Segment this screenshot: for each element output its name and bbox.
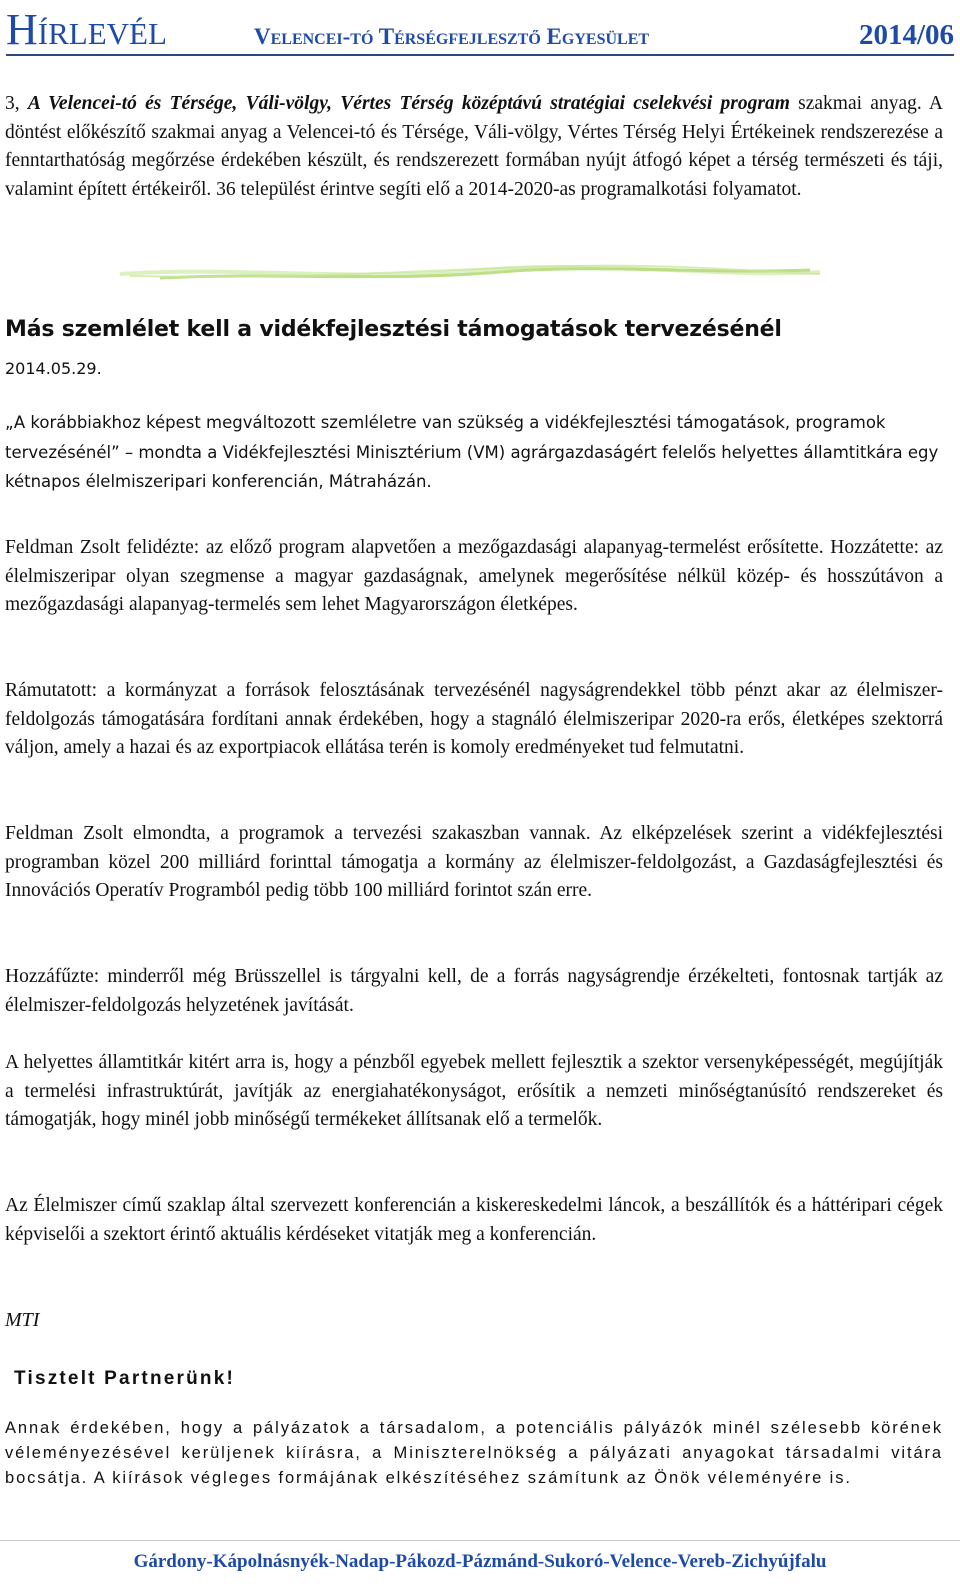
- article-date: 2014.05.29.: [5, 359, 102, 378]
- article-lead: „A korábbiakhoz képest megváltozott szemléletre van szükség a vidékfejlesztési támogatások, programok tervezésénél” – mondta a Vidékfejlesztési Minisztérium (VM) agrárgazdaságért felelős helyettes államtitkára egy kétnapos élelmiszeripari konferencián, Mátraházán.: [5, 413, 939, 492]
- item-3-paragraph: [5, 90, 943, 204]
- partner-heading: Tisztelt Partnerünk!: [14, 1368, 236, 1389]
- organization-name: Velencei-tó Térségfejlesztő Egyesület: [254, 24, 650, 49]
- article-paragraph: Hozzáfűzte: minderről még Brüsszellel is tárgyalni kell, de a forrás nagyságrendje érzékelteti, fontosnak tartják az élelmiszer-feldolgozás helyzetének javítását.: [5, 966, 943, 1016]
- newsletter-footer: [0, 1540, 960, 1581]
- partner-text: Annak érdekében, hogy a pályázatok a társadalom, a potenciális pályázók minél szélesebb körének véleményezésével kerüljenek kiírásra, a Miniszterelnökség a pályázati anyagokat társadalmi vitára bocsátja. A kiírások végleges formájának elkészítéséhez számítunk az Önök véleményére is.: [5, 1419, 943, 1487]
- newsletter-title: Hírlevél: [6, 5, 167, 54]
- article-paragraph: Rámutatott: a kormányzat a források felosztásának tervezésénél nagyságrendekkel több pénzt akar az élelmiszer-feldolgozás támogatására fordítani annak érdekében, hogy a stagnáló élelmiszeripar 2020-ra erős, életképes szektorrá váljon, amely a hazai és az exportpiacok ellátása terén is komoly eredményeket tud felmutatni.: [5, 680, 943, 759]
- issue-number: 2014/06: [858, 19, 954, 51]
- article-title: Más szemlélet kell a vidékfejlesztési támogatások tervezésénél: [5, 317, 782, 342]
- green-divider-swoosh: [120, 252, 820, 292]
- article-paragraph: Feldman Zsolt elmondta, a programok a tervezési szakaszban vannak. Az elképzelések szerint a vidékfejlesztési programban közel 200 milliárd forinttal támogatja a kormány az élelmiszer-feldolgozást, a Gazdaságfejlesztési és Innovációs Operatív Programból pedig több 100 milliárd forintot szán erre.: [5, 823, 943, 902]
- program-title: A Velencei-tó és Térsége, Váli-völgy, Vértes Térség középtávú stratégiai cselekvési program: [27, 93, 790, 114]
- item-3-text: szakmai anyag. A döntést előkészítő szakmai anyag a Velencei-tó és Térsége, Váli-völgy, Vértes Térség Helyi Értékeinek rendszerezése a fenntarthatóság megőrzése érdekében készült, és rendszerezett formában nyújt átfogó képet a térség természeti és táji, valamint épített értékeiről. 36 települést érintve segíti elő a 2014-2020-as programalkotási folyamatot.: [5, 93, 943, 200]
- article-paragraph: Az Élelmiszer című szaklap által szervezett konferencián a kiskereskedelmi láncok, a beszállítók és a háttéripari cégek képviselői a szektort érintő aktuális kérdéseket vitatják meg a konferencián.: [5, 1195, 943, 1245]
- article-paragraph: A helyettes államtitkár kitért arra is, hogy a pénzből egyebek mellett fejlesztik a szektor versenyképességét, megújítják a termelési infrastruktúrát, javítják az energiahatékonyságot, erősítik a nemzeti minőségtanúsító rendszereket és támogatják, hogy minél jobb minőségű termékeket állítsanak elő a termelők.: [5, 1052, 943, 1131]
- newsletter-header: [6, 4, 954, 56]
- item-number: 3,: [5, 93, 20, 114]
- article-source: MTI: [5, 1309, 40, 1331]
- footer-towns: Gárdony-Kápolnásnyék-Nadap-Pákozd-Pázmánd-Sukoró-Velence-Vereb-Zichyújfalu: [133, 1551, 827, 1572]
- article-paragraph: Feldman Zsolt felidézte: az előző program alapvetően a mezőgazdasági alapanyag-termelést erősítette. Hozzátette: az élelmiszeripar olyan szegmense a magyar gazdaságnak, amelynek megerősítése nélkül közép- és hosszútávon a mezőgazdasági alapanyag-termelés sem lehet Magyarországon életképes.: [5, 537, 943, 616]
